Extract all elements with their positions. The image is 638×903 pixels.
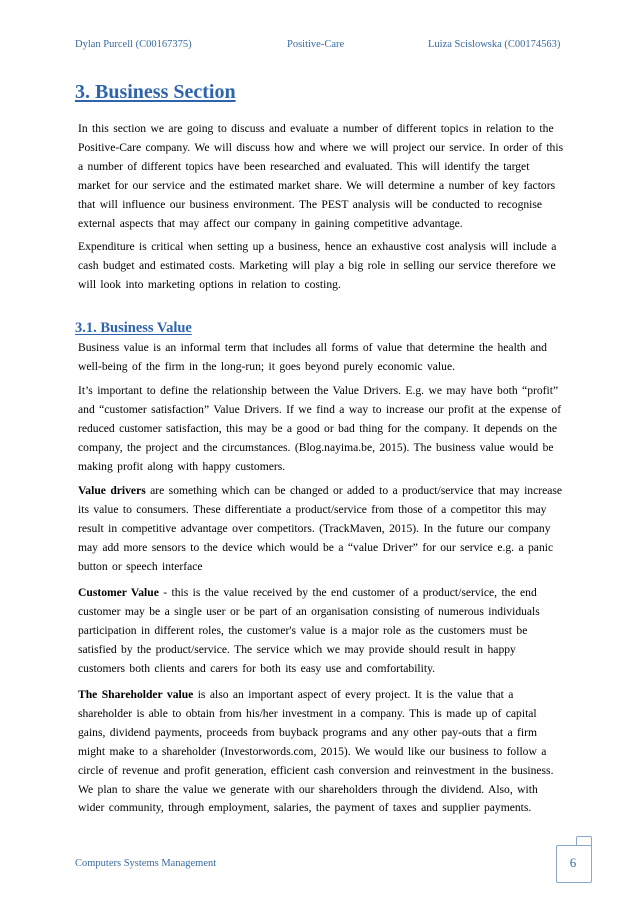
page-header: [0, 39, 638, 53]
page-number: 6: [569, 855, 577, 870]
value-drivers-term: Value drivers: [78, 484, 146, 497]
header-author-right: Luiza Scislowska (C00174563): [428, 39, 561, 50]
shareholder-value-term: The Shareholder value: [78, 688, 194, 701]
customer-value-text: - this is the value received by the end customer of a product/service, the end customer may be a single user or be part of an organisation consisting of numerous individuals participation in different roles, the customer's value is a major role as the customers must be satisfied by the product/service. The service which we may provide should result in happy customers both clients and carers for both its easy use and comfortability.: [78, 586, 540, 675]
customer-value-paragraph: [78, 584, 564, 679]
value-drivers-text: are something which can be changed or added to a product/service that may increase its value to consumers. These differentiate a product/service from those of a competitor this may result in competitive advantage over competitors. (TrackMaven, 2015). In the future our company may add more sensors to the device which would be a “value Driver” for our service e.g. a panic button or speech interface: [78, 484, 563, 573]
header-project-title: Positive-Care: [287, 39, 345, 50]
customer-value-term: Customer Value: [78, 586, 159, 599]
shareholder-value-paragraph: [78, 686, 564, 818]
shareholder-value-text: is also an important aspect of every project. It is the value that a shareholder is able to obtain from his/her investment in a company. This is made up of capital gains, dividend payments, proceeds from buyback programs and any other pay-outs that a firm might make to a shareholder (Investorwords.com, 2015). We would like our business to follow a circle of revenue and profit generation, efficient cash conversion and reinvestment in the business. We plan to share the value we generate with our shareholders through the dividend. Also, with wider community, through employment, salaries, the payment of taxes and supplier payments.: [78, 688, 554, 815]
value-drivers-relationship-paragraph: It’s important to define the relationship between the Value Drivers. E.g. we may have both “profit” and “customer satisfaction” Value Drivers. If we find a way to increase our profit at the expense of reduced customer satisfaction, this may be a good or bad thing for the company. It depends on the company, the project and the circumstances. (Blog.nayima.be, 2015). The business value would be making profit along with happy customers.: [78, 384, 562, 473]
section-heading: 3. Business Section: [75, 81, 236, 103]
value-drivers-paragraph: [78, 482, 564, 577]
header-author-left: Dylan Purcell (C00167375): [75, 39, 192, 50]
business-value-definition-paragraph: Business value is an informal term that includes all forms of value that determine the health and well-being of the firm in the long-run; it goes beyond purely economic value.: [78, 341, 547, 373]
intro-paragraph: In this section we are going to discuss and evaluate a number of different topics in relation to the Positive-Care company. We will discuss how and where we will project our service. In order of this a number of different topics have been researched and evaluated. This will identify the target market for our service and the estimated market share. We will determine a number of key factors that will influence our business environment. The PEST analysis will be conducted to recognise external aspects that may affect our company in gaining competitive advantage.: [78, 122, 564, 230]
expenditure-paragraph: Expenditure is critical when setting up a business, hence an exhaustive cost analysis will include a cash budget and estimated costs. Marketing will play a big role in selling our service therefore we will look into marketing options in relation to costing.: [78, 240, 557, 291]
page-footer: Computers Systems Management: [75, 858, 217, 869]
subsection-heading: 3.1. Business Value: [75, 320, 192, 336]
